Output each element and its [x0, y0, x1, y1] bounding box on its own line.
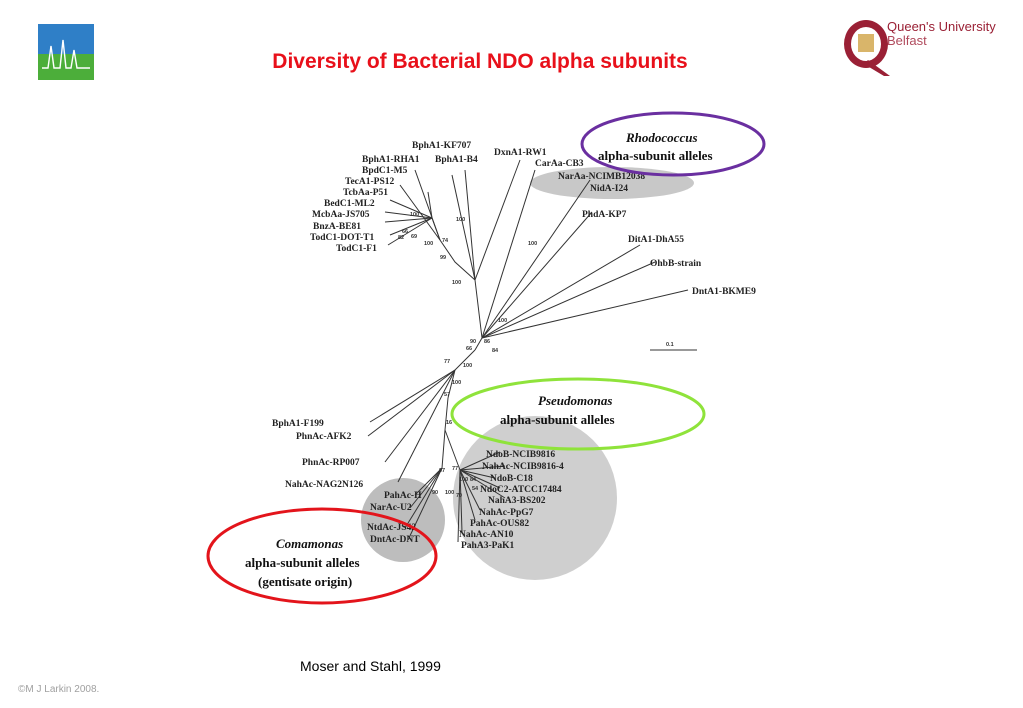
leaf-label: TodC1-DOT-T1	[310, 233, 375, 243]
bootstrap-value: 100	[463, 363, 473, 369]
leaf-label: DntAc-DNT	[370, 535, 420, 545]
bootstrap-value: 99	[440, 255, 447, 261]
leaf-label: NahAc-PpG7	[479, 508, 534, 518]
university-name-line1: Queen's University	[887, 19, 996, 34]
leaf-label: BphA1-B4	[435, 155, 478, 165]
bootstrap-value: 100	[498, 318, 508, 324]
leaf-label: NidA-I24	[590, 184, 629, 194]
citation: Moser and Stahl, 1999	[300, 658, 441, 674]
leaf-label: TodC1-F1	[336, 244, 377, 254]
bootstrap-value: 97	[439, 468, 446, 474]
leaf-label: BphA1-RHA1	[362, 155, 420, 165]
leaf-label: PahAc-H	[384, 491, 422, 501]
leaf-label: BedC1-ML2	[324, 199, 375, 209]
bootstrap-value: 66	[402, 229, 409, 235]
comamonas-genus-label: Comamonas	[276, 536, 344, 551]
bootstrap-value: 69	[411, 234, 418, 240]
bootstrap-value: 100	[410, 212, 420, 218]
leaf-label: PhdA-KP7	[582, 210, 627, 220]
scale-bar-label: 0.1	[666, 342, 674, 348]
bootstrap-value: 84	[470, 477, 477, 483]
bootstrap-value: 54	[472, 486, 479, 492]
rhodococcus-genus-label: Rhodococcus	[626, 130, 698, 145]
leaf-label: DntA1-BKME9	[692, 287, 756, 297]
bootstrap-value: 84	[492, 348, 499, 354]
bootstrap-value: 90	[432, 490, 439, 496]
comamonas-alleles-label: alpha-subunit alleles	[245, 555, 360, 570]
bootstrap-value: 100	[445, 490, 455, 496]
leaf-label: OhbB-strain	[650, 259, 702, 269]
leaf-label: NahA3-BS202	[488, 496, 546, 506]
bootstrap-value: 66	[466, 346, 473, 352]
bootstrap-value: 77	[452, 466, 459, 472]
rhodococcus-alleles-label: alpha-subunit alleles	[598, 148, 713, 163]
comamonas-origin-label: (gentisate origin)	[258, 574, 353, 589]
pseudomonas-genus-label: Pseudomonas	[538, 393, 613, 408]
leaf-label: NdoB-NCIB9816	[486, 450, 556, 460]
leaf-label: NarAa-NCIMB12038	[558, 172, 646, 182]
leaf-label: DxnA1-RW1	[494, 148, 547, 158]
leaf-label: BnzA-BE81	[313, 222, 362, 232]
slide-title: Diversity of Bacterial NDO alpha subunits	[272, 50, 688, 73]
bootstrap-value: 100	[459, 477, 469, 483]
leaf-label: BpdC1-M5	[362, 166, 408, 176]
leaf-label: PahA3-PaK1	[461, 541, 515, 551]
leaf-label: NarAc-U2	[370, 503, 412, 513]
leaf-label: TcbAa-P51	[343, 188, 389, 198]
bootstrap-value: 100	[452, 280, 462, 286]
leaf-label: McbAa-JS705	[312, 210, 370, 220]
right-leaf-labels	[582, 210, 756, 297]
bootstrap-value: 86	[484, 339, 491, 345]
leaf-label: NahAc-NAG2N126	[285, 480, 364, 490]
leaf-label: TecA1-PS12	[345, 177, 395, 187]
leaf-label: PhnAc-RP007	[302, 458, 360, 468]
leaf-label: DitA1-DhA55	[628, 235, 684, 245]
bootstrap-value: 100	[452, 380, 462, 386]
leaf-label: NdoB-C18	[490, 474, 533, 484]
leaf-label: CarAa-CB3	[535, 159, 584, 169]
leaf-label: NahAc-AN10	[459, 530, 514, 540]
bootstrap-value: 70	[456, 493, 463, 499]
bootstrap-value: 100	[456, 217, 466, 223]
bootstrap-value: 16	[446, 420, 453, 426]
bootstrap-value: 74	[442, 238, 449, 244]
university-name-line2: Belfast	[887, 33, 927, 48]
bootstrap-value: 90	[470, 339, 477, 345]
pseudomonas-alleles-label: alpha-subunit alleles	[500, 412, 615, 427]
bootstrap-value: 100	[424, 241, 434, 247]
leaf-label: PahAc-OUS82	[470, 519, 530, 529]
leaf-label: BphA1-KF707	[412, 141, 472, 151]
bootstrap-value: 100	[528, 241, 538, 247]
left-leaf-labels	[272, 419, 363, 490]
leaf-label: BphA1-F199	[272, 419, 324, 429]
bootstrap-value: 77	[444, 359, 451, 365]
copyright-notice: ©M J Larkin 2008.	[18, 684, 100, 695]
bootstrap-value: 57	[444, 392, 451, 398]
bootstrap-value: 82	[398, 235, 405, 241]
leaf-label: NtdAc-JS42	[367, 523, 417, 533]
leaf-label: NahAc-NCIB9816-4	[482, 462, 564, 472]
leaf-label: PhnAc-AFK2	[296, 432, 352, 442]
leaf-label: NdoC2-ATCC17484	[480, 485, 562, 495]
